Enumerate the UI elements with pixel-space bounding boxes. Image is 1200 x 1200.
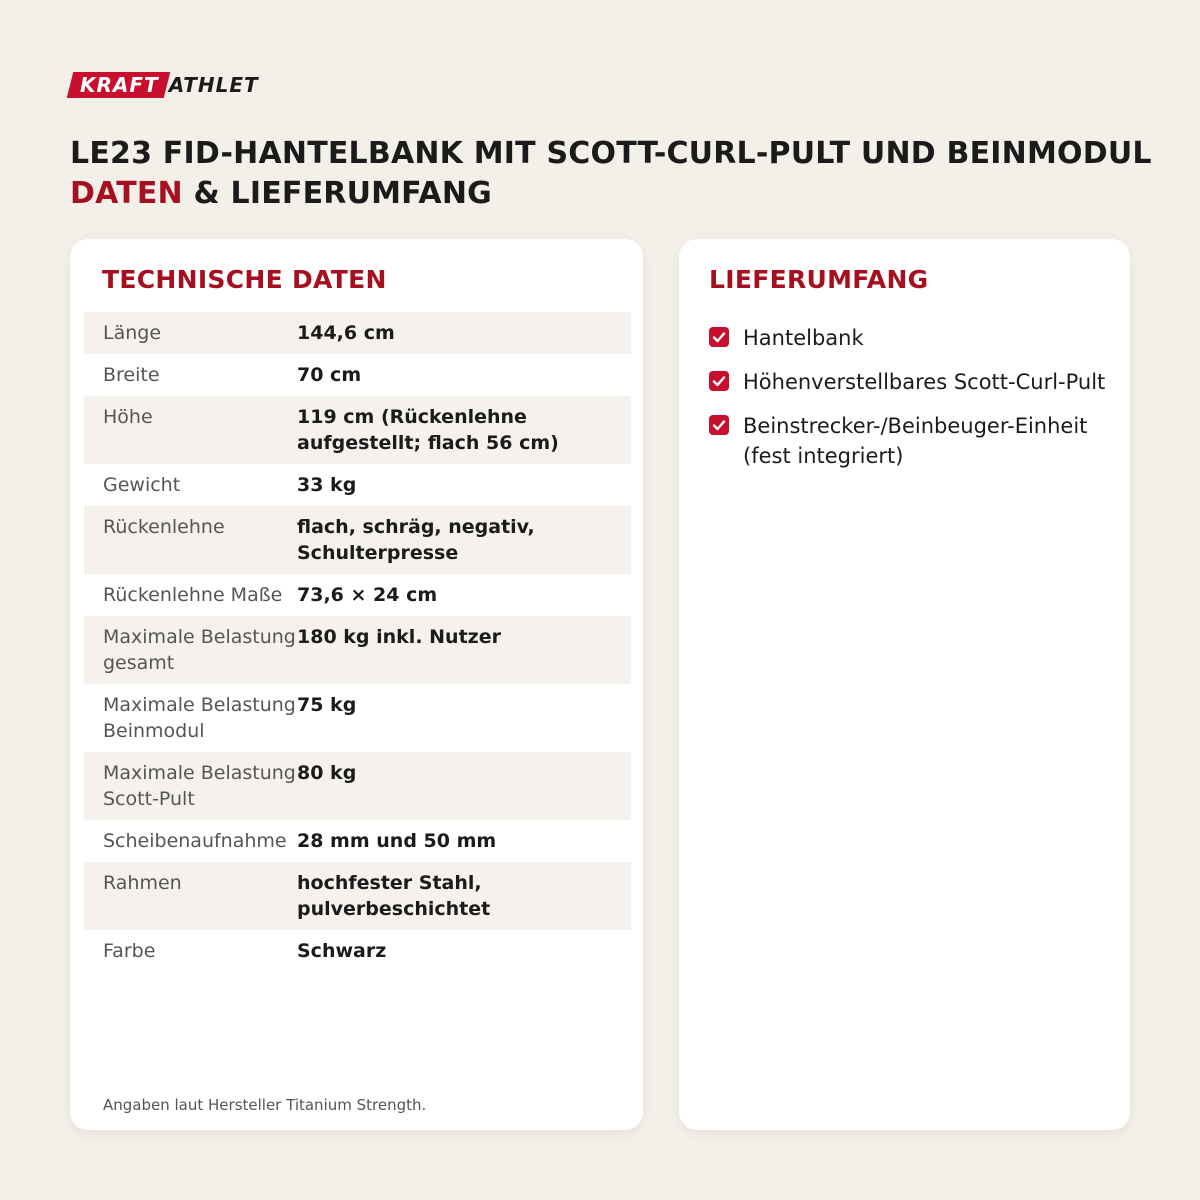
brand-logo [70,72,259,98]
delivery-card [679,239,1130,1130]
delivery-item-label: Höhenverstellbares Scott-Curl-Pult [743,370,1106,394]
page-title [70,134,1160,214]
spec-label: Höhe [103,406,153,428]
delivery-list [709,323,1114,485]
spec-row [84,616,631,684]
spec-label: Breite [103,364,160,386]
logo-kraft [67,72,170,98]
checkbox-checked-icon [709,327,729,347]
spec-value: Schwarz [297,940,387,962]
checkbox-checked-icon [709,371,729,391]
title-line-1: LE23 FID-HANTELBANK MIT SCOTT-CURL-PULT UND BEINMODUL [70,136,1152,171]
spec-row [84,930,631,972]
spec-label: Gewicht [103,474,181,496]
spec-row [84,752,631,820]
source-footnote: Angaben laut Hersteller Titanium Strength. [103,1096,427,1114]
spec-row [84,396,631,464]
spec-row [84,820,631,862]
spec-label: Rückenlehne Maße [103,584,283,606]
spec-value: 180 kg inkl. Nutzer [297,626,501,648]
title-accent-word: DATEN [70,176,183,211]
spec-table [84,312,631,972]
spec-value: hochfester Stahl, pulverbeschichtet [297,872,491,920]
spec-value: 28 mm und 50 mm [297,830,497,852]
spec-value: 119 cm (Rückenlehne aufgestellt; flach 56 cm) [297,406,559,454]
tech-data-card [70,239,643,1130]
delivery-item-label: Beinstrecker-/Beinbeuger-Einheit (fest integriert) [743,414,1088,468]
spec-row [84,862,631,930]
logo-athlet: ATHLET [168,73,259,97]
spec-value: 33 kg [297,474,357,496]
delivery-item [709,411,1114,471]
spec-value: flach, schräg, negativ, Schulterpresse [297,516,535,564]
spec-label: Rückenlehne [103,516,225,538]
spec-value: 73,6 × 24 cm [297,584,438,606]
checkbox-checked-icon [709,415,729,435]
spec-row [84,506,631,574]
spec-label: Scheibenaufnahme [103,830,287,852]
spec-label: Maximale Belastung gesamt [103,626,296,674]
title-line-2-rest: & LIEFERUMFANG [182,176,492,211]
tech-data-heading: TECHNISCHE DATEN [102,265,387,294]
logo-kraft-text: KRAFT [80,73,159,97]
spec-value: 75 kg [297,694,357,716]
spec-value: 144,6 cm [297,322,395,344]
spec-label: Farbe [103,940,156,962]
spec-row [84,354,631,396]
spec-row [84,684,631,752]
delivery-heading: LIEFERUMFANG [709,265,929,294]
spec-row [84,464,631,506]
spec-row [84,574,631,616]
spec-value: 80 kg [297,762,357,784]
spec-label: Länge [103,322,162,344]
title-line-2 [70,174,1160,214]
spec-label: Rahmen [103,872,182,894]
delivery-item-label: Hantelbank [743,326,864,350]
delivery-item [709,367,1114,397]
spec-label: Maximale Belastung Scott-Pult [103,762,296,810]
delivery-item [709,323,1114,353]
spec-label: Maximale Belastung Beinmodul [103,694,296,742]
spec-row [84,312,631,354]
spec-value: 70 cm [297,364,362,386]
